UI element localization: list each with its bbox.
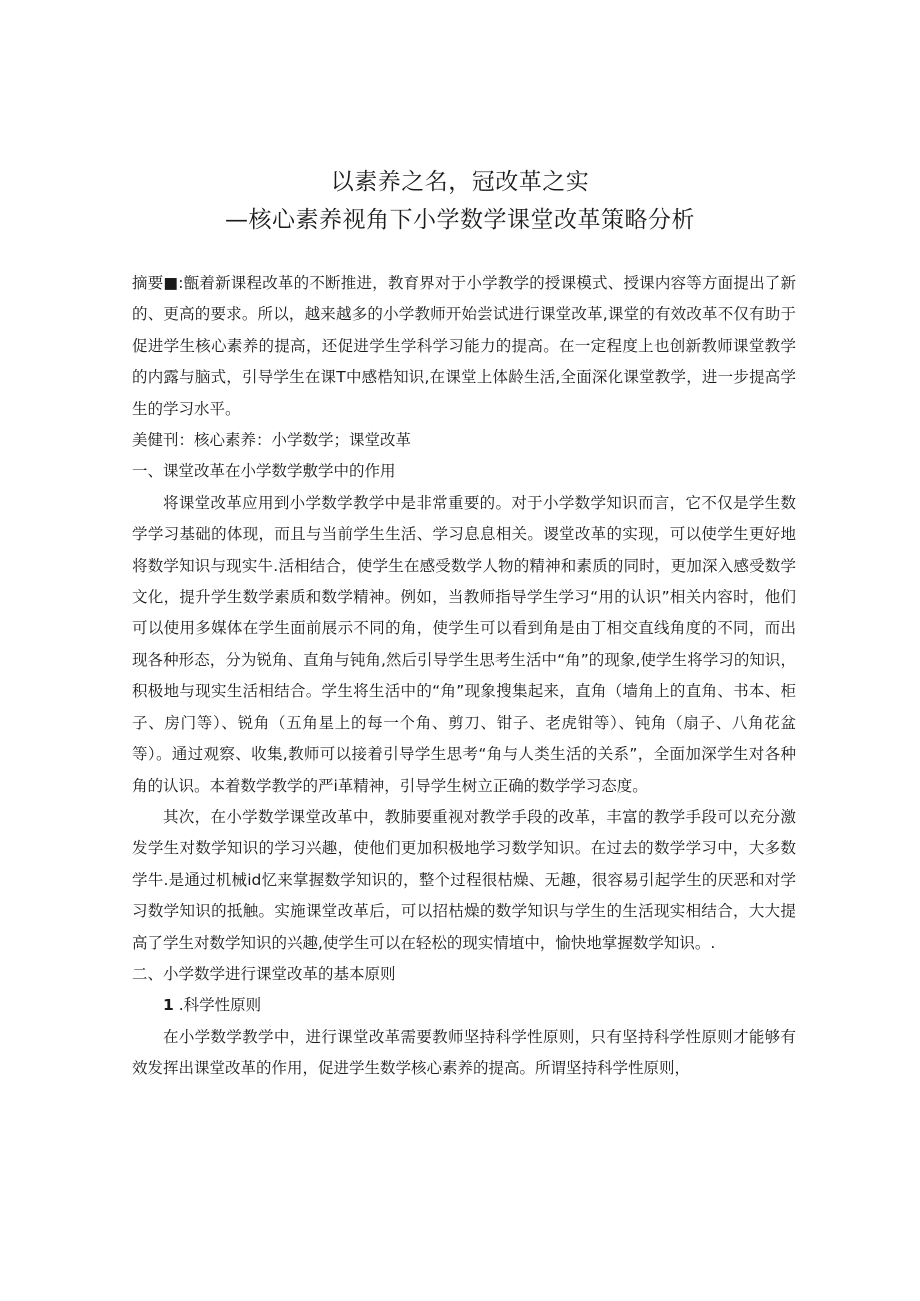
document-body xyxy=(132,268,796,1085)
section-heading-2: 二、小学数学进行课堂改革的基本原则 xyxy=(132,964,396,983)
section-heading-1: 一、课堂改革在小学数学敷学中的作用 xyxy=(132,462,396,481)
section1-paragraph-1: 将课堂改革应用到小学数学教学中是非常重要的。对于小学数学知识而言，它不仅是学生数学学习基础的体现，而且与当前学生生活、学习息息相关。谡堂改革的实现，可以使学生更好地将数学知识与现实牛.活相结合，使学生在感受数学人物的精神和素质的同时，更加深入感受数学文化，提升学生数学素质和数学精神。例如，当教师指导学生学习“用的认识”相关内容时，他们可以使用多媒体在学生面前展示不同的角，使学生可以看到角是由丁相交直线角度的不同，而出现各种形态，分为锐角、直角与钝角,然后引导学生思考生活中“角”的现象,使学生将学习的知识，积极地与现实生活相结合。学生将生活中的“角”现象搜集起来，直角（墙角上的直角、书本、柜子、房门等）、锐角（五角星上的每一个角、剪刀、钳子、老虎钳等）、钝角（扇子、八角花盆等）。通过观察、收集,教师可以接着引导学生思考“角与人类生活的关系”，全面加深学生对各种角的认识。本着数学教学的严i革精神，引导学生树立正确的数学学习态度。 xyxy=(132,493,796,795)
document-subtitle: —核心素养视角下小学数学课堂改革策略分析 xyxy=(225,207,695,233)
keywords-line: 美健刊：核心素养：小学数学；课堂改革 xyxy=(132,431,412,450)
abstract-paragraph: 摘要■:甑着新课程改革的不断推进，教育界对于小学教学的授课模式、授课内容等方面提出了新的、更高的要求。所以，越来越多的小学教师开始尝试进行课堂改革,课堂的有效改革不仅有助于促进学生核心素养的提高，还促进学生学科学习能力的提高。在一定程度上也创新教师课堂教学的内露与脑式，引导学生在课T中感梏知识,在课堂上体龄生活,全面深化课堂教学，进一步提高学生的学习水平。 xyxy=(132,274,796,418)
document-title: 以素养之名，冠改革之实 xyxy=(330,169,590,195)
subsection-heading-1 xyxy=(132,990,796,1021)
subsection-number: 1 xyxy=(163,996,174,1015)
section2-paragraph-1: 在小学数学教学中，进行课堂改革需要教师坚持科学性原则，只有坚持科学性原则才能够有效发挥出课堂改革的作用，促进学生数学核心素养的提高。所谓坚持科学性原则， xyxy=(132,1027,796,1078)
section1-paragraph-2: 其次，在小学数学课堂改革中，教肺要重视对教学手段的改革，丰富的教学手段可以充分激发学生对数学知识的学习兴趣，使他们更加积极地学习数学知识。在过去的数学学习中，大多数学牛.是通过机械id忆来掌握数学知识的，整个过程很枯燥、无趣，很容易引起学生的厌恶和对学习数学知识的抵触。实施课堂改革后，可以招枯燥的数学知识与学生的生活现实相结合，大大提高了学生对数学知识的兴趣,使学生可以在轻松的现实情埴中，愉快地掌握数学知识。. xyxy=(132,807,796,952)
subsection-label: .科学性原则 xyxy=(178,996,262,1015)
